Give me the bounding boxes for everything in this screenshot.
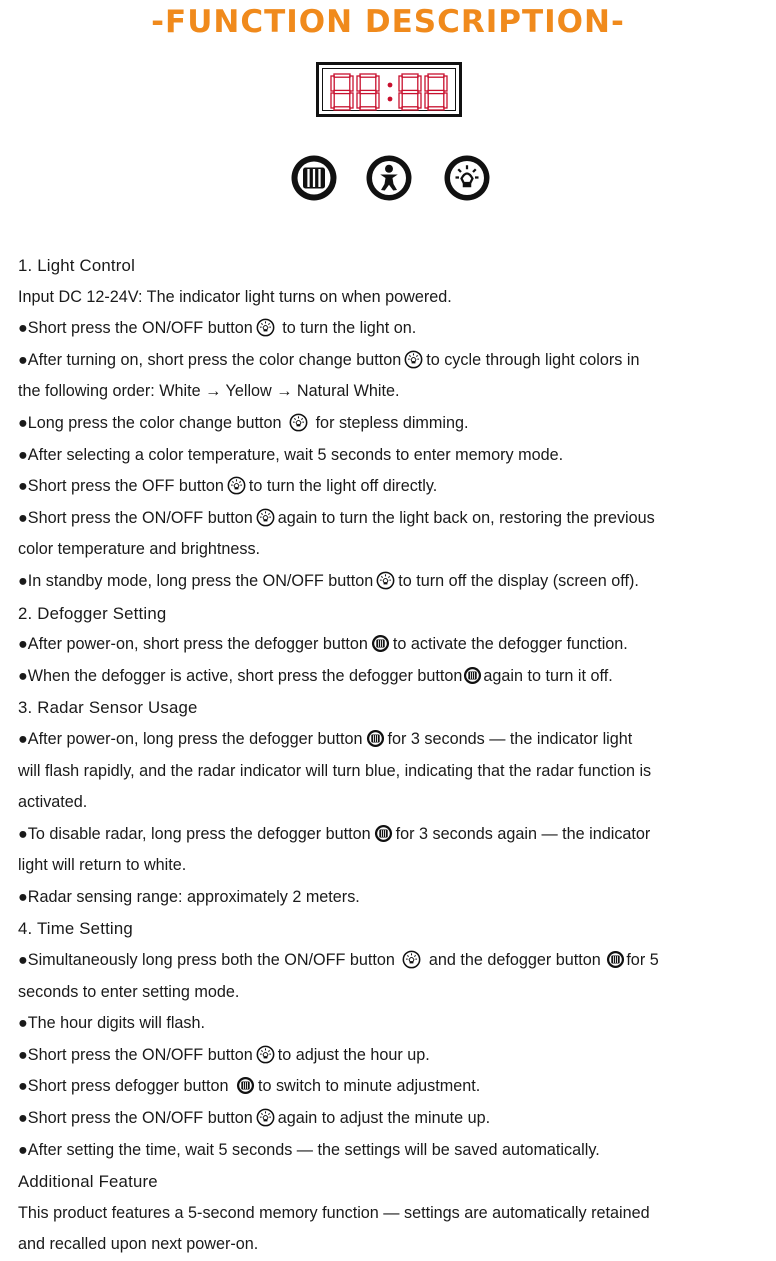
digit-segment — [399, 93, 402, 108]
light-button-icon — [376, 571, 395, 590]
digit-segment — [428, 74, 444, 77]
defogger-button-icon — [371, 634, 390, 653]
digit-segment — [444, 93, 447, 108]
defogger-button-icon — [374, 824, 393, 843]
colon-dot — [388, 83, 393, 88]
light-button-icon — [256, 318, 275, 337]
defogger-button-icon — [463, 666, 482, 685]
text-line: ●Short press the ON/OFF button again to turn the light back on, restoring the previous — [18, 508, 655, 527]
digit-segment — [360, 107, 376, 110]
text-line: light will return to white. — [18, 856, 187, 875]
text-line: ●When the defogger is active, short press the defogger button again to turn it off. — [18, 666, 613, 685]
defogger-button-icon — [236, 1076, 255, 1095]
digit-segment — [360, 90, 376, 93]
clock-display — [316, 62, 462, 117]
digit-segment — [418, 93, 421, 108]
text-line: This product features a 5-second memory function — settings are automatically retained — [18, 1203, 650, 1222]
display-digits — [319, 65, 465, 120]
text-line: will flash rapidly, and the radar indicator will turn blue, indicating that the radar function is — [18, 761, 652, 780]
section-heading-time: 4. Time Setting — [18, 919, 133, 939]
digit-segment — [334, 74, 350, 77]
light-bulb-icon — [442, 153, 492, 203]
colon-dot — [388, 97, 393, 102]
light-button-icon — [289, 413, 308, 432]
defogger-button-icon — [606, 950, 625, 969]
text-line: ●Short press defogger button to switch to minute adjustment. — [18, 1077, 481, 1096]
digit-segment — [357, 76, 360, 91]
digit-segment — [428, 107, 444, 110]
digit-segment — [331, 93, 334, 108]
text-line: ●After power-on, long press the defogger button for 3 seconds — the indicator light — [18, 729, 633, 748]
digit-segment — [334, 90, 350, 93]
digit-segment — [428, 90, 444, 93]
text-line: ●Short press the ON/OFF button to adjust the hour up. — [18, 1045, 430, 1064]
text-line: ●After selecting a color temperature, wait 5 seconds to enter memory mode. — [18, 445, 564, 464]
digit-segment — [402, 107, 418, 110]
digit-segment — [418, 76, 421, 91]
text-line: ●Radar sensing range: approximately 2 meters. — [18, 887, 360, 906]
digit-segment — [360, 74, 376, 77]
text-line: and recalled upon next power-on. — [18, 1235, 259, 1254]
text-line: color temperature and brightness. — [18, 540, 261, 559]
text-line: ●Long press the color change button for stepless dimming. — [18, 413, 469, 432]
text-line: ●Short press the OFF button to turn the light off directly. — [18, 477, 438, 496]
text-line: ●In standby mode, long press the ON/OFF button to turn off the display (screen off). — [18, 571, 639, 590]
digit-segment — [334, 107, 350, 110]
section-heading-radar: 3. Radar Sensor Usage — [18, 698, 198, 718]
digit-segment — [425, 93, 428, 108]
defogger-icon — [289, 153, 339, 203]
light-button-icon — [404, 350, 423, 369]
text-line: seconds to enter setting mode. — [18, 982, 240, 1001]
section-heading-additional: Additional Feature — [18, 1172, 158, 1192]
text-line: ●Short press the ON/OFF button again to adjust the minute up. — [18, 1109, 491, 1128]
section-heading-defogger: 2. Defogger Setting — [18, 603, 167, 623]
digit-segment — [402, 90, 418, 93]
digit-segment — [350, 76, 353, 91]
light-button-icon — [402, 950, 421, 969]
text-line: Input DC 12-24V: The indicator light turns on when powered. — [18, 287, 452, 306]
digit-segment — [444, 76, 447, 91]
digit-segment — [402, 74, 418, 77]
text-line: ●After setting the time, wait 5 seconds — the settings will be saved automatically. — [18, 1140, 600, 1159]
page-title: -FUNCTION DESCRIPTION- — [151, 4, 625, 40]
light-button-icon — [256, 508, 275, 527]
digit-segment — [331, 76, 334, 91]
text-line: ●Short press the ON/OFF button to turn the light on. — [18, 319, 417, 338]
digit-segment — [376, 76, 379, 91]
text-line: ●The hour digits will flash. — [18, 1014, 206, 1033]
text-line: ●After power-on, short press the defogger button to activate the defogger function. — [18, 635, 628, 654]
text-line: ●Simultaneously long press both the ON/OFF button and the defogger button for 5 — [18, 951, 659, 970]
digit-segment — [425, 76, 428, 91]
light-button-icon — [256, 1045, 275, 1064]
text-line: activated. — [18, 793, 88, 812]
digit-segment — [350, 93, 353, 108]
light-button-icon — [227, 476, 246, 495]
text-line: ●After turning on, short press the color change button to cycle through light colors in — [18, 350, 640, 369]
digit-segment — [399, 76, 402, 91]
digit-segment — [357, 93, 360, 108]
person-sensor-icon — [364, 153, 414, 203]
text-line: ●To disable radar, long press the defogger button for 3 seconds again — the indicator — [18, 824, 651, 843]
section-heading-light-control: 1. Light Control — [18, 256, 136, 275]
function-description — [18, 250, 770, 1261]
light-button-icon — [256, 1108, 275, 1127]
defogger-button-icon — [366, 729, 385, 748]
text-line: the following order: White → Yellow → Natural White. — [18, 382, 400, 401]
digit-segment — [376, 93, 379, 108]
